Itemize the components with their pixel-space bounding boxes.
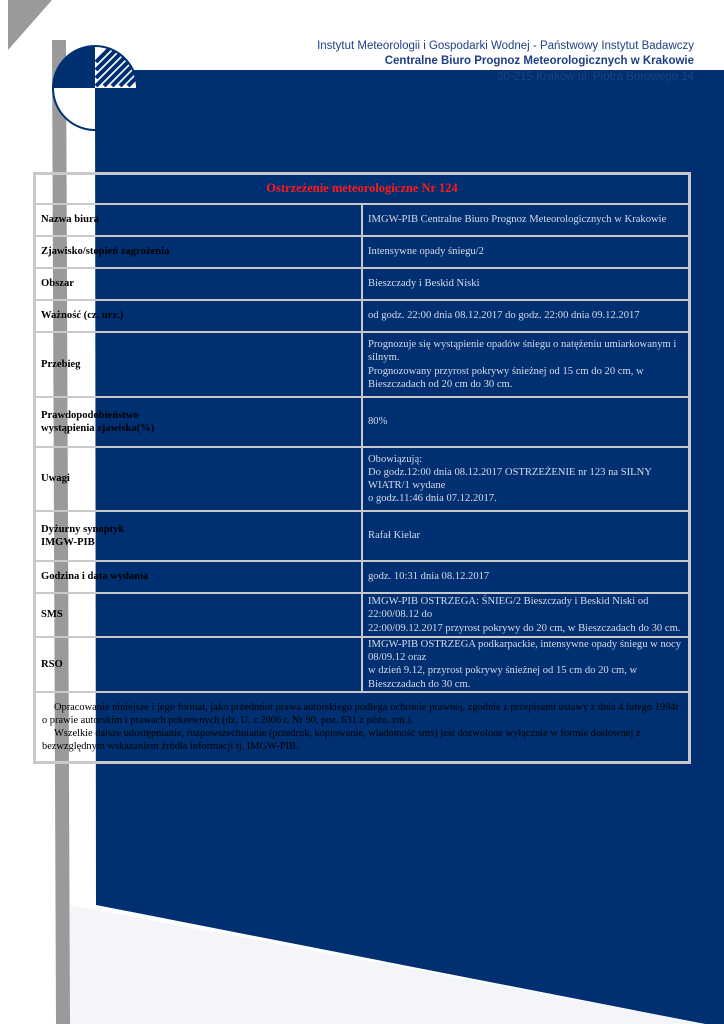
row-value: Rafał Kielar xyxy=(362,511,689,561)
bureau-address: 30-215 Kraków ul. Piotra Borowego 14 xyxy=(497,71,694,83)
row-label: Uwagi xyxy=(35,447,362,511)
row-value xyxy=(362,637,689,692)
label-line: wystąpienia zjawiska(%) xyxy=(41,423,155,434)
table-row xyxy=(35,204,689,236)
table-row xyxy=(35,268,689,300)
institute-name: Instytut Meteorologii i Gospodarki Wodnej - Państwowy Instytut Badawczy xyxy=(317,40,694,52)
table-row xyxy=(35,447,689,511)
value-line: 22:00/09.12.2017 przyrost pokrywy do 20 cm, w Bieszczadach do 30 cm. xyxy=(368,622,681,634)
row-value: Intensywne opady śniegu/2 xyxy=(362,236,689,268)
row-label: SMS xyxy=(35,593,362,637)
copyright-notice xyxy=(35,692,689,762)
table-row xyxy=(35,236,689,268)
label-line: IMGW-PIB xyxy=(41,537,95,548)
value-line: Obowiązują: xyxy=(368,453,423,465)
value-line: Prognozowany przyrost pokrywy śnieżnej od 15 cm do 20 cm, w Bieszczadach od 20 cm do 30 cm. xyxy=(368,365,644,390)
row-value: 80% xyxy=(362,397,689,447)
table-row xyxy=(35,397,689,447)
row-value xyxy=(362,447,689,511)
row-value xyxy=(362,593,689,637)
table-row xyxy=(35,593,689,637)
copyright-paragraph: Wszelkie dalsze udostępnianie, rozpowszechnianie (przedruk, kopiowanie, wiadomość sms) jest dozwolone wyłącznie w formie dosłownej z bezwzględnym wskazaniem źródła informacji tj. IMGW-PIB. xyxy=(42,727,641,752)
table-row xyxy=(35,332,689,397)
table-row xyxy=(35,511,689,561)
row-label: Zjawisko/stopień zagrożenia xyxy=(35,236,362,268)
bureau-name: Centralne Biuro Prognoz Meteorologicznych w Krakowie xyxy=(384,55,694,67)
row-label: Przebieg xyxy=(35,332,362,397)
label-line: Prawdopodobieństwo xyxy=(41,409,139,421)
row-value: od godz. 22:00 dnia 08.12.2017 do godz. 22:00 dnia 09.12.2017 xyxy=(362,300,689,332)
row-label xyxy=(35,511,362,561)
table-row xyxy=(35,561,689,593)
row-label: Godzina i data wydania xyxy=(35,561,362,593)
warning-table xyxy=(33,172,691,764)
warning-title: Ostrzeżenie meteorologiczne Nr 124 xyxy=(35,174,689,204)
value-line: IMGW-PIB OSTRZEGA podkarpackie, intensywne opady śniegu w nocy 08/09.12 oraz xyxy=(368,639,682,664)
value-line: w dzień 9.12, przyrost pokrywy śnieżnej od 15 cm do 20 cm, w Bieszczadach do 30 cm. xyxy=(368,665,638,690)
row-label: Nazwa biura xyxy=(35,204,362,236)
table-row xyxy=(35,300,689,332)
value-line: Do godz.12:00 dnia 08.12.2017 OSTRZEŻENIE nr 123 na SILNY WIATR/1 wydane xyxy=(368,466,652,491)
row-label: Obszar xyxy=(35,268,362,300)
table-row xyxy=(35,637,689,692)
row-value: IMGW-PIB Centralne Biuro Prognoz Meteorologicznych w Krakowie xyxy=(362,204,689,236)
row-label: RSO xyxy=(35,637,362,692)
table-row xyxy=(35,174,689,204)
value-line: IMGW-PIB OSTRZEGA: ŚNIEG/2 Bieszczady i Beskid Niski od 22:00/08.12 do xyxy=(368,596,649,621)
label-line: Dyżurny synoptyk xyxy=(41,523,125,535)
row-value: godz. 10:31 dnia 08.12.2017 xyxy=(362,561,689,593)
row-label: Ważność (cz. urz.) xyxy=(35,300,362,332)
copyright-paragraph: Opracowanie niniejsze i jego format, jako przedmiot prawa autorskiego podlega ochronie prawnej, zgodnie z przepisami ustawy z dnia 4 lutego 1994r o prawie autorskim i prawach pokrewnych (dz. U. z 2006 r. Nr 90, poz. 631 z późn. zm.). xyxy=(42,701,679,726)
row-label xyxy=(35,397,362,447)
value-line: o godz.11:46 dnia 07.12.2017. xyxy=(368,493,497,505)
row-value xyxy=(362,332,689,397)
table-row xyxy=(35,692,689,762)
value-line: Prognozuje się wystąpienie opadów śniegu o natężeniu umiarkowanym i silnym. xyxy=(368,339,677,364)
gray-wedge-shape xyxy=(8,0,52,50)
row-value: Bieszczady i Beskid Niski xyxy=(362,268,689,300)
